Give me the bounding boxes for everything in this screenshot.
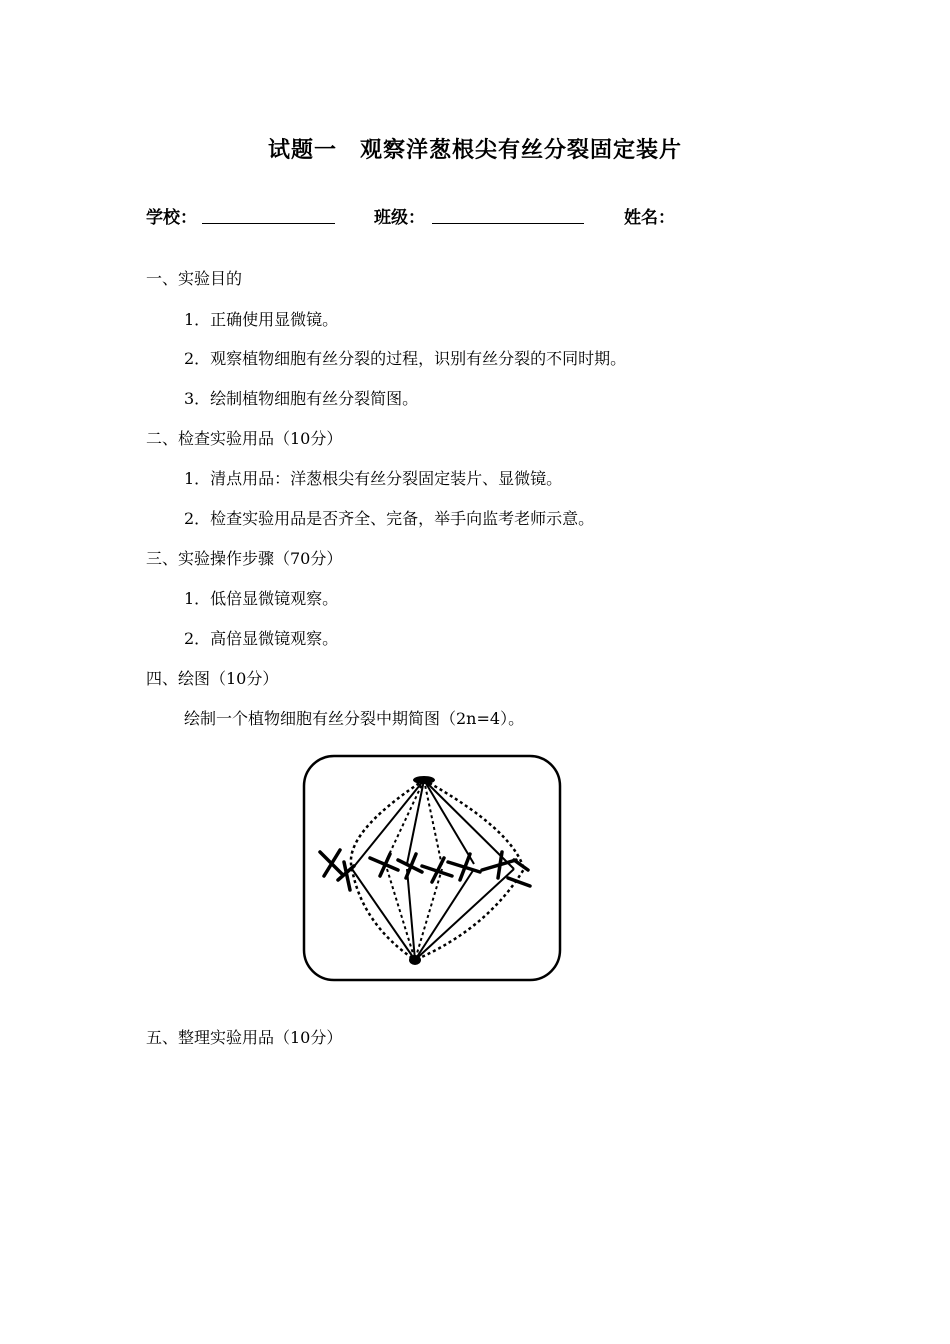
list-item: 2．观察植物细胞有丝分裂的过程，识别有丝分裂的不同时期。 — [184, 349, 627, 368]
section-heading-check-materials: 二、检查实验用品（10分） — [146, 429, 343, 448]
class-field[interactable] — [432, 223, 584, 224]
drawing-instruction: 绘制一个植物细胞有丝分裂中期简图（2n=4）。 — [184, 709, 525, 728]
list-item: 3．绘制植物细胞有丝分裂简图。 — [184, 389, 419, 408]
section-heading-drawing: 四、绘图（10分） — [146, 669, 279, 688]
list-item: 2．高倍显微镜观察。 — [184, 629, 339, 648]
list-item: 1．低倍显微镜观察。 — [184, 589, 339, 608]
list-item: 1．清点用品：洋葱根尖有丝分裂固定装片、显微镜。 — [184, 469, 563, 488]
name-label: 姓名： — [624, 208, 675, 228]
school-label: 学校： — [146, 208, 197, 228]
list-item: 2．检查实验用品是否齐全、完备，举手向监考老师示意。 — [184, 509, 595, 528]
school-field[interactable] — [202, 223, 335, 224]
page-title: 试题一 观察洋葱根尖有丝分裂固定装片 — [267, 138, 682, 163]
section-heading-purpose: 一、实验目的 — [146, 269, 243, 288]
section-heading-procedure: 三、实验操作步骤（70分） — [146, 549, 343, 568]
section-heading-cleanup: 五、整理实验用品（10分） — [146, 1028, 343, 1047]
list-item: 1．正确使用显微镜。 — [184, 310, 339, 329]
class-label: 班级： — [374, 208, 425, 228]
mitosis-metaphase-diagram — [302, 754, 562, 982]
